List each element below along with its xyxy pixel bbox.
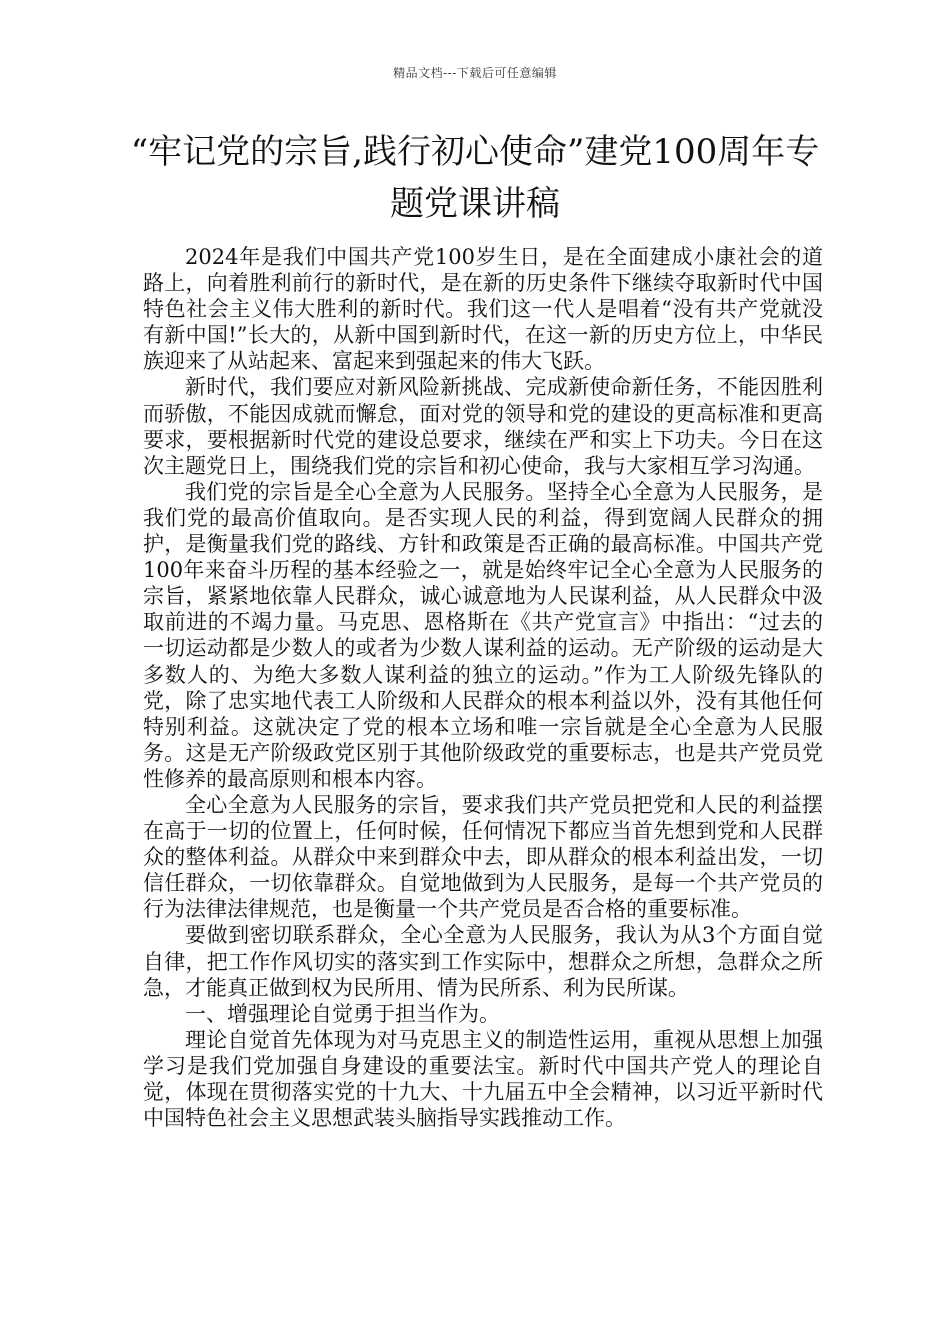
header-note: 精品文档---下载后可任意编辑 <box>393 66 557 80</box>
paragraph-2: 新时代，我们要应对新风险新挑战、完成新使命新任务，不能因胜利而骄傲，不能因成就而懈怠，面对党的领导和党的建设的更高标准和更高要求，要根据新时代党的建设总要求，继续在严和实上下功夫。今日在这次主题党日上，围绕我们党的宗旨和初心使命，我与大家相互学习沟通。 <box>143 375 823 478</box>
paragraph-6: 理论自觉首先体现为对马克思主义的制造性运用，重视从思想上加强学习是我们党加强自身建设的重要法宝。新时代中国共产党人的理论自觉，体现在贯彻落实党的十九大、十九届五中全会精神，以习近平新时代中国特色社会主义思想武装头脑指导实践推动工作。 <box>143 1027 823 1131</box>
section-heading-1: 一、增强理论自觉勇于担当作为。 <box>185 1001 500 1026</box>
paragraph-1: 2024年是我们中国共产党100岁生日，是在全面建成小康社会的道路上，向着胜利前行的新时代，是在新的历史条件下继续夺取新时代中国特色社会主义伟大胜利的新时代。我们这一代人是唱着“没有共产党就没有新中国!”长大的，从新中国到新时代，在这一新的历史方位上，中华民族迎来了从站起来、富起来到强起来的伟大飞跃。 <box>143 245 823 374</box>
paragraph-5: 要做到密切联系群众，全心全意为人民服务，我认为从3个方面自觉自律，把工作作风切实的落实到工作实际中，想群众之所想，急群众之所急，才能真正做到权为民所用、情为民所系、利为民所谋。 <box>143 923 823 1000</box>
paragraph-4: 全心全意为人民服务的宗旨，要求我们共产党员把党和人民的利益摆在高于一切的位置上，任何时候，任何情况下都应当首先想到党和人民群众的整体利益。从群众中来到群众中去，即从群众的根本利益出发，一切信任群众，一切依靠群众。自觉地做到为人民服务，是每一个共产党员的行为法律法律规范，也是衡量一个共产党员是否合格的重要标准。 <box>143 792 823 922</box>
paragraph-3: 我们党的宗旨是全心全意为人民服务。坚持全心全意为人民服务，是我们党的最高价值取向。是否实现人民的利益，得到宽阔人民群众的拥护，是衡量我们党的路线、方针和政策是否正确的最高标准。中国共产党100年来奋斗历程的基本经验之一，就是始终牢记全心全意为人民服务的宗旨，紧紧地依靠人民群众，诚心诚意地为人民谋利益，从人民群众中汲取前进的不竭力量。马克思、恩格斯在《共产党宣言》中指出：“过去的一切运动都是少数人的或者为少数人谋利益的运动。无产阶级的运动是大多数人的、为绝大多数人谋利益的独立的运动。”作为工人阶级先锋队的党，除了忠实地代表工人阶级和人民群众的根本利益以外，没有其他任何特别利益。这就决定了党的根本立场和唯一宗旨就是全心全意为人民服务。这是无产阶级政党区别于其他阶级政党的重要标志，也是共产党员党性修养的最高原则和根本内容。 <box>143 479 823 791</box>
document-body <box>143 244 823 1131</box>
document-title: “牢记党的宗旨,践行初心使命”建党100周年专题党课讲稿 <box>130 132 820 224</box>
